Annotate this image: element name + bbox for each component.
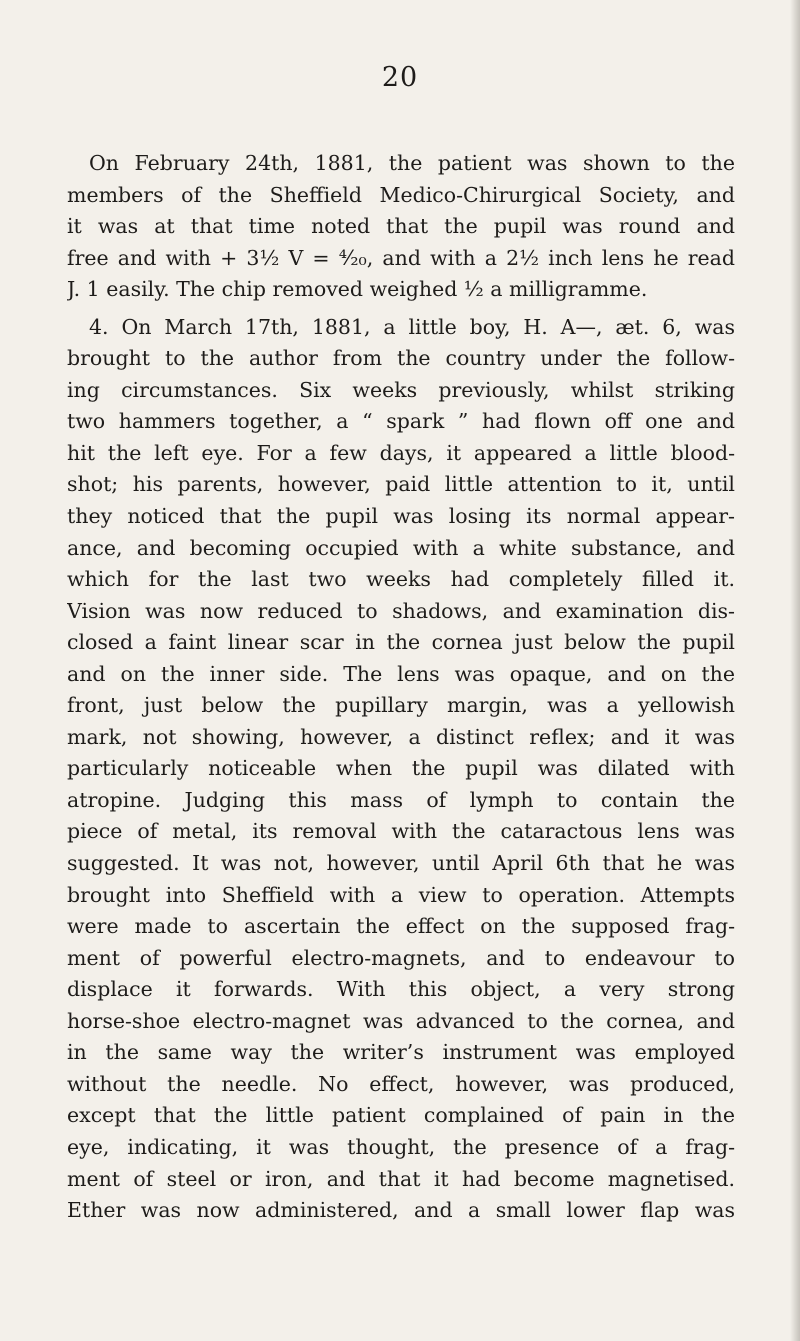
text-line: ment of steel or iron, and that it had become magnetised. — [67, 1166, 735, 1191]
text-line: hit the left eye. For a few days, it appeared a little blood- — [67, 440, 735, 465]
text-line: horse-shoe electro-magnet was advanced to the cornea, and — [67, 1008, 735, 1033]
text-line: ing circumstances. Six weeks previously, whilst striking — [67, 377, 735, 402]
text-line: eye, indicating, it was thought, the presence of a frag- — [67, 1134, 735, 1159]
text-line: without the needle. No effect, however, was produced, — [67, 1071, 735, 1096]
text-line: J. 1 easily. The chip removed weighed ½ a milligramme. — [67, 277, 648, 302]
text-line: except that the little patient complained of pain in the — [67, 1103, 735, 1128]
text-line: piece of metal, its removal with the cataractous lens was — [67, 819, 735, 844]
text-line: brought to the author from the country under the follow- — [67, 346, 735, 371]
page-number: 20 — [381, 62, 419, 93]
text-line: atropine. Judging this mass of lymph to contain the — [67, 787, 735, 812]
paragraph-1 — [67, 148, 735, 306]
text-line: front, just below the pupillary margin, was a yellowish — [67, 693, 735, 718]
text-line: which for the last two weeks had completely filled it. — [67, 567, 735, 592]
body-text — [67, 148, 735, 1227]
text-line: and on the inner side. The lens was opaque, and on the — [67, 661, 735, 686]
text-line: were made to ascertain the effect on the supposed frag- — [67, 914, 735, 939]
text-line: they noticed that the pupil was losing its normal appear- — [67, 504, 735, 529]
text-line: brought into Sheffield with a view to operation. Attempts — [67, 882, 735, 907]
page-edge-shadow — [790, 0, 800, 1341]
text-line: ment of powerful electro-magnets, and to endeavour to — [67, 945, 735, 970]
text-line: shot; his parents, however, paid little attention to it, until — [67, 472, 735, 497]
text-line: On February 24th, 1881, the patient was shown to the — [89, 151, 735, 175]
text-line: members of the Sheffield Medico-Chirurgical Society, and — [67, 182, 735, 207]
text-line: closed a faint linear scar in the cornea just below the pupil — [67, 630, 735, 655]
paragraph-2 — [67, 312, 735, 1227]
text-line: Ether was now administered, and a small lower flap was — [67, 1198, 735, 1223]
text-line: two hammers together, a “ spark ” had flown off one and — [67, 409, 735, 434]
text-line: mark, not showing, however, a distinct reflex; and it was — [67, 724, 735, 749]
text-line: displace it forwards. With this object, a very strong — [67, 977, 735, 1002]
text-line: it was at that time noted that the pupil was round and — [67, 214, 735, 239]
text-line: free and with + 3½ V = ⁴⁄₂₀, and with a 2½ inch lens he read — [67, 245, 735, 270]
text-line: ance, and becoming occupied with a white substance, and — [67, 535, 735, 560]
text-line: in the same way the writer’s instrument was employed — [67, 1040, 735, 1065]
text-line: Vision was now reduced to shadows, and examination dis- — [67, 598, 735, 623]
text-line: particularly noticeable when the pupil was dilated with — [67, 756, 735, 781]
text-line: suggested. It was not, however, until April 6th that he was — [67, 851, 735, 876]
text-line: 4. On March 17th, 1881, a little boy, H. A—, æt. 6, was — [89, 314, 735, 339]
